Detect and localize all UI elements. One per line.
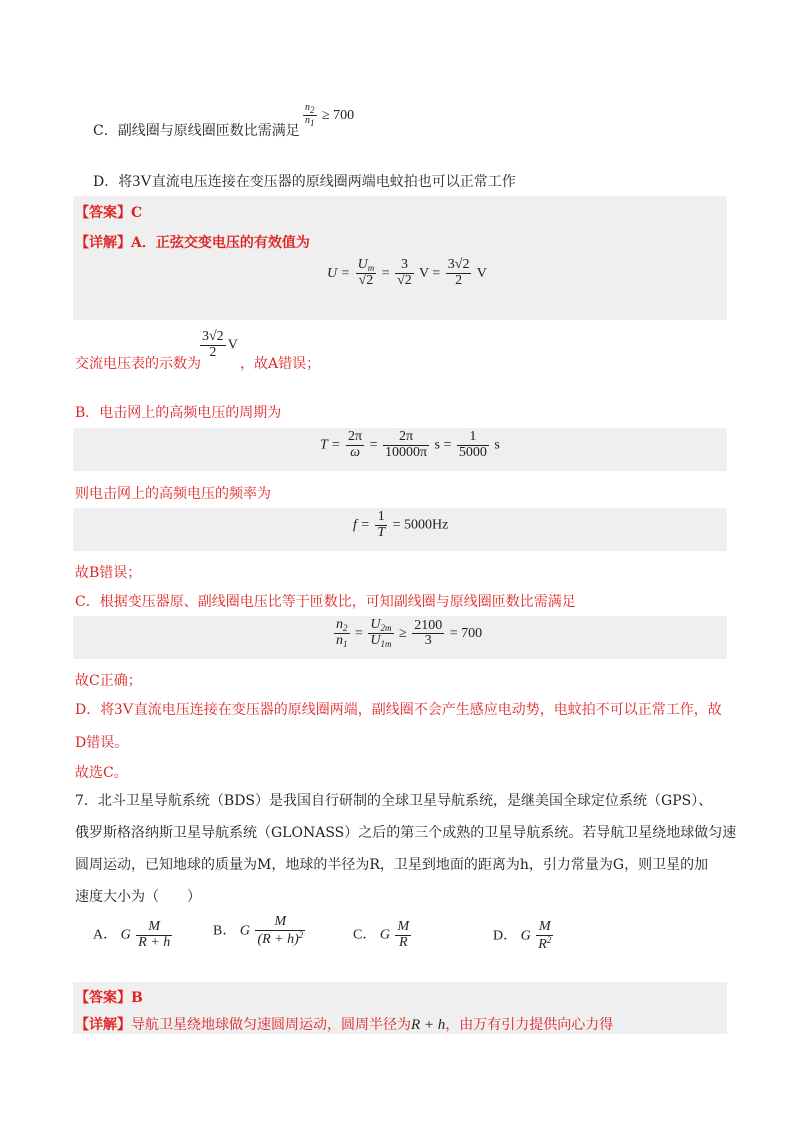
q7-option-a[interactable]: A． G $\frac{M}{R + h}$ [93,919,171,950]
equation-t: T = $\frac{2\pi}{\omega}$ = $\frac{2\pi}{10000\pi}$ s = $\frac{1}{5000}$ s [320,429,500,460]
q7-option-b[interactable]: B． G $\frac{M}{(R + h)^2}$ [213,914,304,947]
option-c-ratio: $\frac{n2}{n1}$ ≥ 700 [305,102,355,129]
line-a-result: 交流电压表的示数为 [75,356,201,372]
answer-2: 【答案】B [75,990,143,1006]
voltage-3v: 3V [132,173,152,190]
option-c [93,120,300,140]
detail-1: 【详解】A．正弦交变电压的有效值为 [75,235,310,251]
q7-line-3: 圆周运动，已知地球的质量为M，地球的半径为R，卫星到地面的距离为h，引力常量为G，则卫星的加 [75,857,709,873]
answer-1: 【答案】C [75,205,143,221]
line-d: D．将3V直流电压连接在变压器的原线圈两端，副线圈不会产生感应电动势，电蚊拍不可以正常工作，故 [75,701,722,718]
line-a-suffix: ，故A错误； [240,356,321,372]
line-d-cont: D错误。 [75,735,129,751]
line-c: C．根据变压器原、副线圈电压比等于匝数比，可知副线圈与原线圈匝数比需满足 [75,594,576,610]
detail-2: 【详解】导航卫星绕地球做匀速圆周运动，圆周半径为R + h，由万有引力提供向心力得 [75,1017,614,1033]
equation-f: f = $\frac{1}{T}$ = 5000Hz [353,509,449,540]
q7-option-c[interactable]: C． G $\frac{M}{R}$ [353,919,410,950]
option-d: D．将3V直流电压连接在变压器的原线圈两端电蚊拍也可以正常工作 [93,173,516,190]
line-frequency: 则电击网上的高频电压的频率为 [75,486,271,502]
line-c-right: 故C正确； [75,673,142,689]
equation-u: U = $\frac{U_m}{√2}$ = $\frac{3}{√2}$ V = $\frac{3√2}{2}$ V [327,257,487,289]
option-c-text: C．副线圈与原线圈匝数比需满足 [93,123,300,139]
line-choose: 故选C。 [75,765,128,781]
line-b: B．电击网上的高频电压的周期为 [75,405,282,421]
q7-line-2: 俄罗斯格洛纳斯卫星导航系统（GLONASS）之后的第三个成熟的卫星导航系统。若导航卫星绕地球做匀速 [75,825,737,841]
line-b-wrong: 故B错误； [75,565,142,581]
q7-line-4: 速度大小为（ ） [75,889,201,905]
equation-n: $\frac{n_2}{n_1}$ = $\frac{U_{2m}}{U_{1m}}$ ≥ $\frac{2100}{3}$ = 700 [336,617,483,650]
q7-line-1: 7．北斗卫星导航系统（BDS）是我国自行研制的全球卫星导航系统，是继美国全球定位系统（GPS）、 [75,793,713,809]
q7-option-d[interactable]: D． G $\frac{M}{R^2}$ [493,919,552,952]
line-a-fraction: $\frac{3√2}{2}$ V [202,329,238,360]
